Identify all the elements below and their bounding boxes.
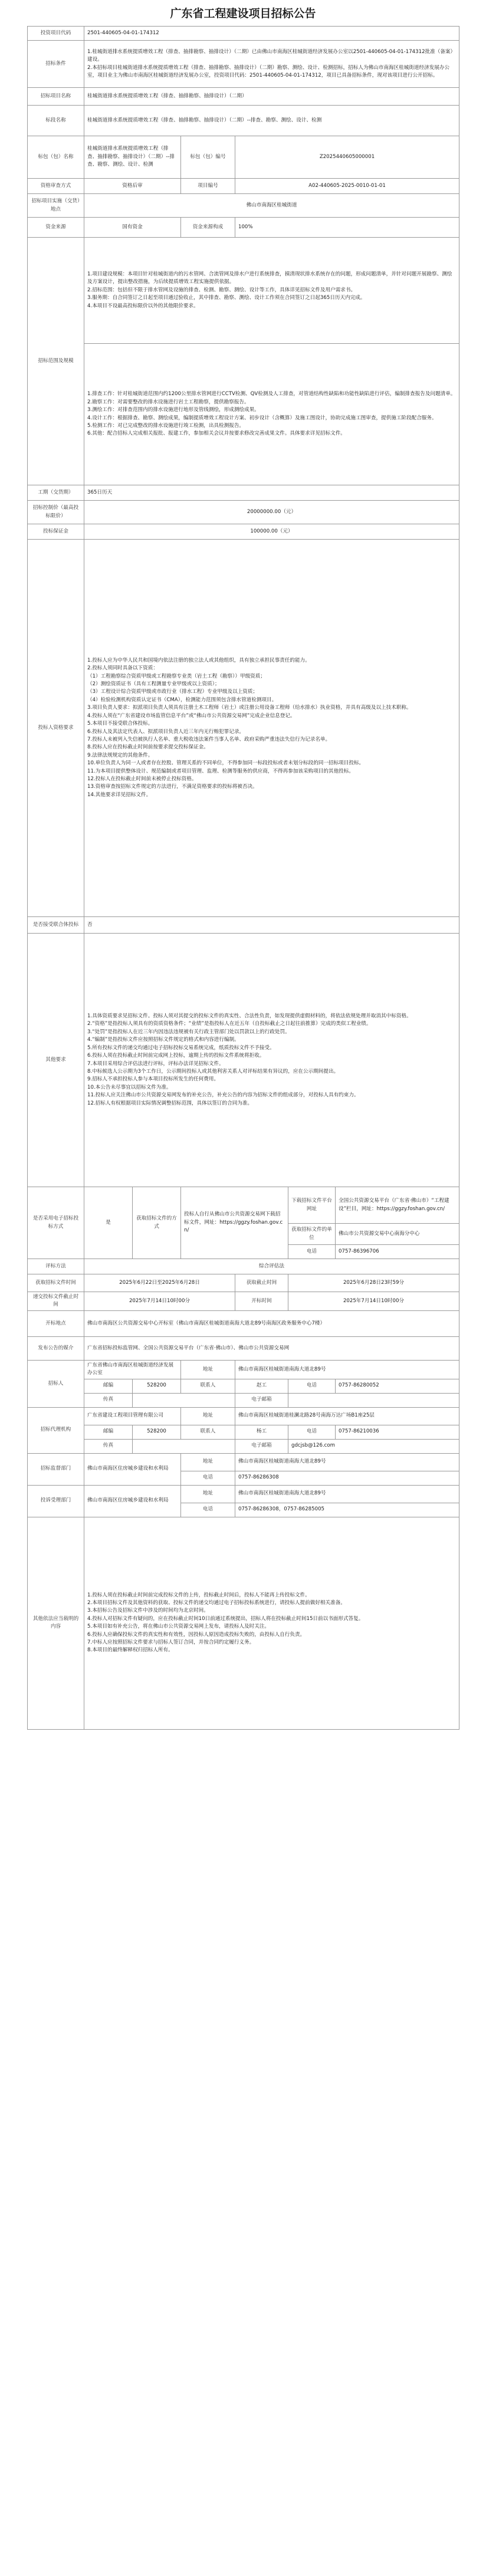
row-scope [28, 238, 459, 344]
get-phone-value: 0757-86396706 [336, 1245, 459, 1259]
media-label: 发布公告的媒介 [28, 1336, 84, 1360]
conditions-value: 1.桂城街道排水系统提质增效工程（排查、抽排勘察、抽排设计）（二期）已由佛山市南海区桂城街道经济发展办公室以2501-440605-04-01-174312批准（备案）建设。 2.本招标项目桂城街道排水系统提质增效工程（排查、抽排勘察、抽排设计）（二期）勘察、测绘、设计、检测招标，招标人为佛山市南海区桂城街道经济发展办公室，项目业主为佛山市南海区桂城街道经济发展办公室，投资项目代码：2501-440605-04-01-174312，项目已具备招标条件，现对该项目进行公开招标。 [84, 41, 459, 88]
get-unit-label: 获取招标文件的单位 [288, 1224, 336, 1245]
row-max-price [28, 501, 459, 524]
row-get-time [28, 1274, 459, 1292]
agency-contact-value: 杨工 [235, 1425, 288, 1439]
scope-value: 1.项目建设规模：本项目针对桂城街道内的污水管网、合流管网及排水户进行系统排查，摸清现状排水系统存在的问题，形成问题清单，并针对问题开展勘察、测绘及方案设计，提出整改措施，为后续提质增效工程实施提供依据。 2.招标范围：包括但不限于排水管网及设施的排查、检测、勘察、测绘、设计等工作，具体详见招标文件及用户需求书。 3.服务期：自合同签订之日起至项目通过验收止，其中排查、勘察、测绘、设计工作须在合同签订之日起365日历天内完成。 4.本项目不设最高投标限价以外的其他限价要求。 [84, 238, 459, 344]
section-name-value: 桂城街道排水系统提质增效工程（排查、抽排勘察、抽排设计）（二期）--排查、勘察、测绘、设计、检测 [84, 106, 459, 136]
open-time-label: 开标时间 [235, 1292, 288, 1311]
tenderer-mail-value [288, 1393, 459, 1407]
row-agency [28, 1407, 459, 1425]
supervision-label: 招标监督部门 [28, 1453, 84, 1485]
row-qualification [28, 540, 459, 917]
row-electronic [28, 1187, 459, 1224]
row-other [28, 1517, 459, 1729]
row-period [28, 485, 459, 501]
tenderer-value: 广东省佛山市南海区桂城街道经济发展办公室 [84, 1360, 181, 1379]
project-name-label: 招标项目名称 [28, 88, 84, 106]
get-time-label: 获取招标文件时间 [28, 1274, 84, 1292]
open-location-value: 佛山市南海区公共资源交易中心开标室（佛山市南海区桂城街道南海大道北89号南海区政务服务中心7楼） [84, 1310, 459, 1336]
other-requirements-label: 其他要求 [28, 934, 84, 1187]
tenderer-contact-label: 联系人 [181, 1379, 235, 1393]
get-method-value: 投标人自行从佛山市公共资源交易网下载招标文件，网址：https://ggzy.foshan.gov.cn/ [181, 1187, 288, 1259]
review-label: 评标方法 [28, 1259, 84, 1274]
fund-label: 资金来源 [28, 218, 84, 238]
get-phone-label: 电话 [288, 1245, 336, 1259]
package-label: 标包（包）名称 [28, 136, 84, 179]
row-open-location [28, 1310, 459, 1336]
tenderer-tel-label: 电话 [288, 1379, 336, 1393]
project-number-label: 项目编号 [181, 179, 235, 194]
agency-contact-label: 联系人 [181, 1425, 235, 1439]
row-joint [28, 917, 459, 934]
section-name-label: 标段名称 [28, 106, 84, 136]
qualification-label: 投标人资格要求 [28, 540, 84, 917]
row-complaint [28, 1485, 459, 1503]
row-agency-contact [28, 1425, 459, 1439]
tenderer-tel-value: 0757-86280052 [336, 1379, 459, 1393]
tenderer-label: 招标人 [28, 1360, 84, 1407]
tenderer-fax-value [133, 1393, 235, 1407]
agency-fax-label: 传真 [84, 1439, 133, 1453]
location-label: 招标项目实施（交货）地点 [28, 194, 84, 218]
tenderer-fax-label: 传真 [84, 1393, 133, 1407]
open-time-value: 2025年7月14日10时00分 [288, 1292, 459, 1311]
row-project-name [28, 88, 459, 106]
project-code-label: 投资项目代码 [28, 27, 84, 41]
package-code-value: Z2025440605000001 [235, 136, 459, 179]
row-register [28, 179, 459, 194]
scope-label: 招标范围及规模 [28, 238, 84, 485]
agency-code-value: 528200 [133, 1425, 181, 1439]
deposit-label: 投标保证金 [28, 524, 84, 540]
review-value: 综合评估法 [84, 1259, 459, 1274]
supervision-addr-label: 地址 [181, 1453, 235, 1471]
tenderer-addr-label: 地址 [181, 1360, 235, 1379]
other-label: 其他依法应当载明的内容 [28, 1517, 84, 1729]
deadline-value: 2025年7月14日10时00分 [84, 1292, 235, 1311]
download-platform-value: 全国公共资源交易平台（广东省·佛山市）“工程建设”栏目，网址：https://ggzy.foshan.gov.cn/ [336, 1187, 459, 1224]
agency-tel-value: 0757-86210036 [336, 1425, 459, 1439]
fund-ratio-label: 资金来源构成 [181, 218, 235, 238]
electronic-value: 是 [84, 1187, 133, 1259]
get-end-value: 2025年6月28日23时59分 [288, 1274, 459, 1292]
announcement-table [27, 26, 459, 1730]
joint-label: 是否接受联合体投标 [28, 917, 84, 934]
row-tenderer-contact [28, 1379, 459, 1393]
row-tenderer [28, 1360, 459, 1379]
max-price-label: 招标控制价（最高投标限价） [28, 501, 84, 524]
download-platform-label: 下载招标文件平台网址 [288, 1187, 336, 1224]
agency-mail-label: 电子邮箱 [235, 1439, 288, 1453]
row-scope-more [28, 344, 459, 485]
max-price-value: 20000000.00（元） [84, 501, 459, 524]
get-method-label: 获取招标文件的方式 [133, 1187, 181, 1259]
complaint-addr-label: 地址 [181, 1485, 235, 1503]
media-value: 广东省招标投标监管网、全国公共资源交易平台（广东省·佛山市）、佛山市公共资源交易网 [84, 1336, 459, 1360]
supervision-tel-value: 0757-86286308 [235, 1471, 459, 1485]
row-review [28, 1259, 459, 1274]
joint-value: 否 [84, 917, 459, 934]
row-conditions [28, 41, 459, 88]
row-section-name [28, 106, 459, 136]
tenderer-addr-value: 佛山市南海区桂城街道南海大道北89号 [235, 1360, 459, 1379]
row-other-requirements [28, 934, 459, 1187]
row-deposit [28, 524, 459, 540]
row-location [28, 194, 459, 218]
location-value: 佛山市南海区桂城街道 [84, 194, 459, 218]
electronic-label: 是否采用电子招标投标方式 [28, 1187, 84, 1259]
row-supervision [28, 1453, 459, 1471]
row-tenderer-fax [28, 1393, 459, 1407]
agency-fax-value [133, 1439, 235, 1453]
other-requirements-value: 1.具体资质要求见招标文件。投标人须对其提交的投标文件的真实性、合法性负责，如发现提供虚假材料的，将依法依规处理并取消其中标资格。 2.“资格”是指投标人须具有的资质资格条件；“业绩”是指投标人在近五年（自投标截止之日起往前推算）完成的类似工程业绩。 3.“处罚”是指投标人在近三年内因违法违规被有关行政主管部门处以罚款以上的行政处罚。 4.“编制”是指投标文件应按照招标文件规定的格式和内容进行编制。 5.所有投标文件的递交均通过电子招标投标交易系统完成，纸质投标文件不予接受。 6.投标人须在投标截止时间前完成网上投标，逾期上传的投标文件系统将拒收。 7.本项目采用综合评估法进行评标，评标办法详见招标文件。 8.中标候选人公示期为3个工作日，公示期间投标人或其他利害关系人对评标结果有异议的，应在公示期间提出。 9.招标人不承担投标人参与本项目投标所发生的任何费用。 10.本公告未尽事宜以招标文件为准。 11.投标人应关注佛山市公共资源交易网发布的补充公告，补充公告的内容为招标文件的组成部分，对投标人具有约束力。 12.招标人有权根据项目实际情况调整招标范围，具体以签订的合同为准。 [84, 934, 459, 1187]
row-project-code [28, 27, 459, 41]
project-number-value: A02-440605-2025-0010-01-01 [235, 179, 459, 194]
get-end-label: 获取截止时间 [235, 1274, 288, 1292]
other-value: 1.投标人须在投标截止时间前完成投标文件的上传，投标截止时间后，投标人不能再上传投标文件。 2.本项目招标文件及其他资料的获取、投标文件的递交均通过电子招标投标系统进行，请投标人提前做好相关准备。 3.本招标公告及招标文件中涉及的时间均为北京时间。 4.投标人对招标文件有疑问的，应在投标截止时间10日前通过系统提出，招标人将在投标截止时间15日前以书面形式答复。 5.本项目如有补充公告，将在佛山市公共资源交易网上发布，请投标人及时关注。 6.投标人应确保投标文件的真实性和有效性，因投标人原因造成投标失败的，由投标人自行负责。 7.中标人应按照招标文件要求与招标人签订合同，并按合同约定履行义务。 8.本项目的最终解释权归招标人所有。 [84, 1517, 459, 1729]
deadline-label: 递交投标文件截止时间 [28, 1292, 84, 1311]
register-value: 资格后审 [84, 179, 181, 194]
agency-value: 广东省建设工程项目管理有限公司 [84, 1407, 181, 1425]
row-fund [28, 218, 459, 238]
conditions-label: 招标条件 [28, 41, 84, 88]
agency-tel-label: 电话 [288, 1425, 336, 1439]
scope-detail-value: 1.排查工作：针对桂城街道范围内约1200公里排水管网进行CCTV检测、QV检测及人工排查，对管道结构性缺陷和功能性缺陷进行评估，编制排查报告及问题清单。 2.勘察工作：对需要整改的排水设施进行岩土工程勘察，提供勘察报告。 3.测绘工作：对排查范围内的排水设施进行地形及管线测绘，形成测绘成果。 4.设计工作：根据排查、勘察、测绘成果，编制提质增效工程设计方案、初步设计（含概算）及施工图设计，协助完成施工图审查，提供施工阶段配合服务。 5.检测工作：对已完成整改的排水设施进行竣工检测，出具检测报告。 6.其他：配合招标人完成相关报批、报建工作，参加相关会议并按要求修改完善成果文件。具体要求详见招标文件。 [84, 344, 459, 485]
complaint-tel-value: 0757-86286308，0757-86285005 [235, 1503, 459, 1517]
qualification-value: 1.投标人应为中华人民共和国境内依法注册的独立法人或其他组织，具有独立承担民事责任的能力。 2.投标人须同时具备以下资质： （1）工程勘察综合资质甲级或工程勘察专业类（岩土工程（勘察））甲级资质； （2）测绘资质证书（具有工程测量专业甲级或以上资质）； （3）工程设计综合资质甲级或市政行业（排水工程）专业甲级及以上资质； （4）检验检测机构资质认定证书（CMA），检测能力范围须包含排水管道检测项目。 3.项目负责人要求：拟派项目负责人须具有注册土木工程师（岩土）或注册公用设备工程师（给水排水）执业资格，并具有高级及以上技术职称。 4.投标人须在“广东省建设市场监管信息平台”或“佛山市公共资源交易网”完成企业信息登记。 5.本项目不接受联合体投标。 6.投标人及其法定代表人、拟派项目负责人近三年内无行贿犯罪记录。 7.投标人未被列入失信被执行人名单、重大税收违法案件当事人名单、政府采购严重违法失信行为记录名单。 8.投标人应在投标截止时间前按要求提交投标保证金。 9.法律法规规定的其他条件。 10.单位负责人为同一人或者存在控股、管理关系的不同单位，不得参加同一标段投标或者未划分标段的同一招标项目投标。 11.为本项目提供整体设计、规范编制或者项目管理、监理、检测等服务的供应商，不得再参加该采购项目的其他投标。 12.投标人在投标截止时间前未被停止投标资格。 13.资格审查按招标文件规定的方法进行，不满足资格要求的投标将被否决。 14.其他要求详见招标文件。 [84, 540, 459, 917]
tenderer-code-label: 邮编 [84, 1379, 133, 1393]
package-code-label: 标包（包）编号 [181, 136, 235, 179]
tenderer-mail-label: 电子邮箱 [235, 1393, 288, 1407]
supervision-value: 佛山市南海区住房城乡建设和水利局 [84, 1453, 181, 1485]
row-deadline [28, 1292, 459, 1311]
open-location-label: 开标地点 [28, 1310, 84, 1336]
supervision-tel-label: 电话 [181, 1471, 235, 1485]
get-unit-value: 佛山市公共资源交易中心南海分中心 [336, 1224, 459, 1245]
complaint-tel-label: 电话 [181, 1503, 235, 1517]
page-title: 广东省工程建设项目招标公告 [170, 7, 316, 20]
row-media [28, 1336, 459, 1360]
deposit-value: 100000.00（元） [84, 524, 459, 540]
package-value: 桂城街道排水系统提质增效工程（排查、抽排勘察、抽排设计）（二期）--排查、勘察、测绘、设计、检测 [84, 136, 181, 179]
period-value: 365日历天 [84, 485, 459, 501]
row-agency-fax [28, 1439, 459, 1453]
project-code-value: 2501-440605-04-01-174312 [84, 27, 459, 41]
fund-value: 国有资金 [84, 218, 181, 238]
get-time-value: 2025年6月22日至2025年6月28日 [84, 1274, 235, 1292]
agency-mail-value: gdcjsb@126.com [288, 1439, 459, 1453]
project-name-value: 桂城街道排水系统提质增效工程（排查、抽排勘察、抽排设计）（二期） [84, 88, 459, 106]
register-label: 资格审查方式 [28, 179, 84, 194]
agency-label: 招标代理机构 [28, 1407, 84, 1453]
complaint-label: 投诉受理部门 [28, 1485, 84, 1517]
fund-ratio-value: 100% [235, 218, 459, 238]
supervision-addr-value: 佛山市南海区桂城街道南海大道北89号 [235, 1453, 459, 1471]
agency-addr-label: 地址 [181, 1407, 235, 1425]
tenderer-contact-value: 赵工 [235, 1379, 288, 1393]
period-label: 工期（交货期） [28, 485, 84, 501]
row-package [28, 136, 459, 179]
agency-code-label: 邮编 [84, 1425, 133, 1439]
complaint-addr-value: 佛山市南海区桂城街道南海大道北89号 [235, 1485, 459, 1503]
complaint-value: 佛山市南海区住房城乡建设和水利局 [84, 1485, 181, 1517]
tenderer-code-value: 528200 [133, 1379, 181, 1393]
agency-addr-value: 佛山市南海区桂城街道桂澜北路28号南海万达广场B1座25层 [235, 1407, 459, 1425]
